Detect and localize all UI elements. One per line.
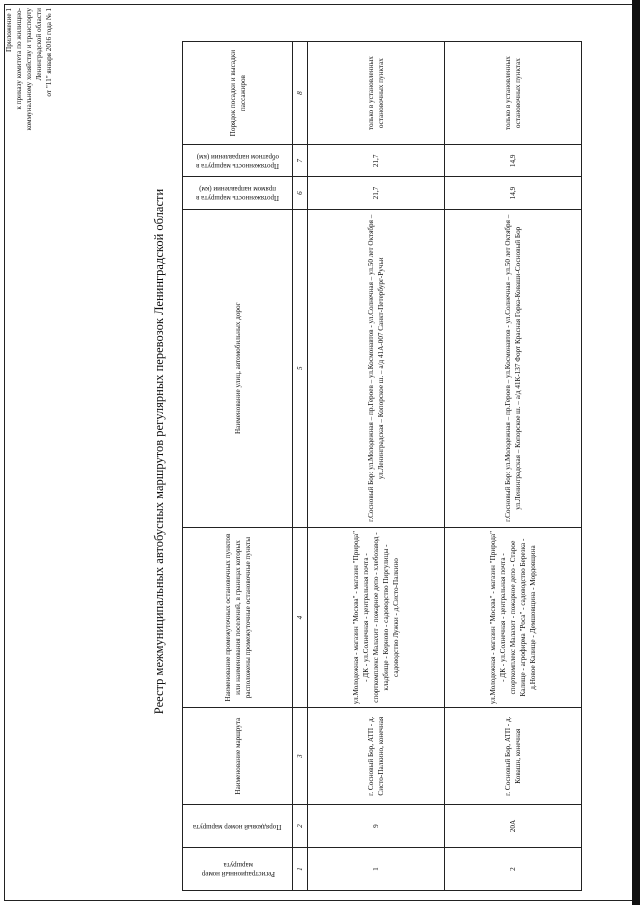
column-number: 1: [293, 848, 308, 891]
header-cell: Протяженность маршрута в обратном направлении (км): [183, 145, 293, 177]
header-cell: Наименование промежуточных остановочных пунктов или наименования поселений, в границах которых расположены промежуточные остановочные пункты: [183, 527, 293, 708]
boarding-cell: только в установленных остановочных пунктах: [308, 42, 445, 145]
header-row: [183, 42, 293, 891]
route-number-cell: 20А: [445, 805, 582, 848]
column-number: 2: [293, 805, 308, 848]
header-cell: Порядок посадки и высадки пассажиров: [183, 42, 293, 145]
distance-forward-cell: 21,7: [308, 177, 445, 209]
route-number-cell: 9: [308, 805, 445, 848]
column-number: 6: [293, 177, 308, 209]
route-name-cell: г. Сосновый Бор, АТП - д. Систо-Палкино, конечная: [308, 708, 445, 805]
column-number: 7: [293, 145, 308, 177]
routes-table: [182, 41, 582, 891]
header-cell: Регистрационный номер маршрута: [183, 848, 293, 891]
appendix-line: к приказу комитета по жилищно-: [15, 8, 23, 110]
header-cell: Наименование улиц, автомобильных дорог: [183, 209, 293, 527]
table-row: [445, 42, 582, 891]
table-row: [308, 42, 445, 891]
stops-cell: ул.Молодежная - магазин "Москва" - магазин "Природа" - ДК - ул.Солнечная - центральная почта - спорткомплекс Малахит - пожарное депо - хлебозавод - кладбище - Керново - садоводство Пиргулицы - садоводство Лужки - д.Систо-Палкино: [308, 527, 445, 708]
reg-number-cell: 2: [445, 848, 582, 891]
distance-forward-cell: 14,9: [445, 177, 582, 209]
reg-number-cell: 1: [308, 848, 445, 891]
appendix-line: коммунальному хозяйству и транспорту: [25, 8, 33, 131]
header-cell: Порядковый номер маршрута: [183, 805, 293, 848]
appendix-line: Ленинградской области: [35, 8, 43, 81]
appendix-line: от "11" января 2016 года № 1: [45, 8, 53, 97]
column-number: 5: [293, 209, 308, 527]
streets-cell: г.Сосновый Бор: ул.Молодежная – пр.Героев – ул.Космонавтов - ул.Солнечная – ул.50 лет Октября – ул.Ленинградская – Копорское ш. – а/д 41А-007 Санкт-Петербург-Ручьи: [308, 209, 445, 527]
header-cell: Протяженность маршрута в прямом направлении (км): [183, 177, 293, 209]
document-title: Реестр межмуниципальных автобусных маршрутов регулярных перевозок Ленинградской области: [152, 188, 166, 715]
scan-edge: [632, 0, 640, 905]
column-number: 3: [293, 708, 308, 805]
appendix-line: Приложение 1: [5, 8, 13, 52]
distance-back-cell: 14,9: [445, 145, 582, 177]
column-number: 8: [293, 42, 308, 145]
stops-cell: ул.Молодежная - магазин "Москва" - магазин "Природа" - ДК - ул.Солнечная - центральная почта - спорткомплекс Малахит - пожарное депо - Старое Калище - агрофирма "Роса" - садоводство Березка - д.Новое Калище - Демшовщина - Мордовщина: [445, 527, 582, 708]
column-number: 4: [293, 527, 308, 708]
streets-cell: г.Сосновый Бор: ул.Молодежная – пр.Героев – ул.Космонавтов - ул.Солнечная – ул.50 лет Октября – ул.Ленинградская – Копорское ш. – а/д 41К-137 Форт Красная Горка-Коваши-Сосновый Бор: [445, 209, 582, 527]
header-cell: Наименование маршрута: [183, 708, 293, 805]
boarding-cell: только в установленных остановочных пунктах: [445, 42, 582, 145]
column-number-row: [293, 42, 308, 891]
route-name-cell: г. Сосновый Бор, АТП - д. Ковашн, конечная: [445, 708, 582, 805]
rotated-page: [4, 4, 632, 899]
distance-back-cell: 21,7: [308, 145, 445, 177]
appendix-note: [4, 8, 54, 308]
